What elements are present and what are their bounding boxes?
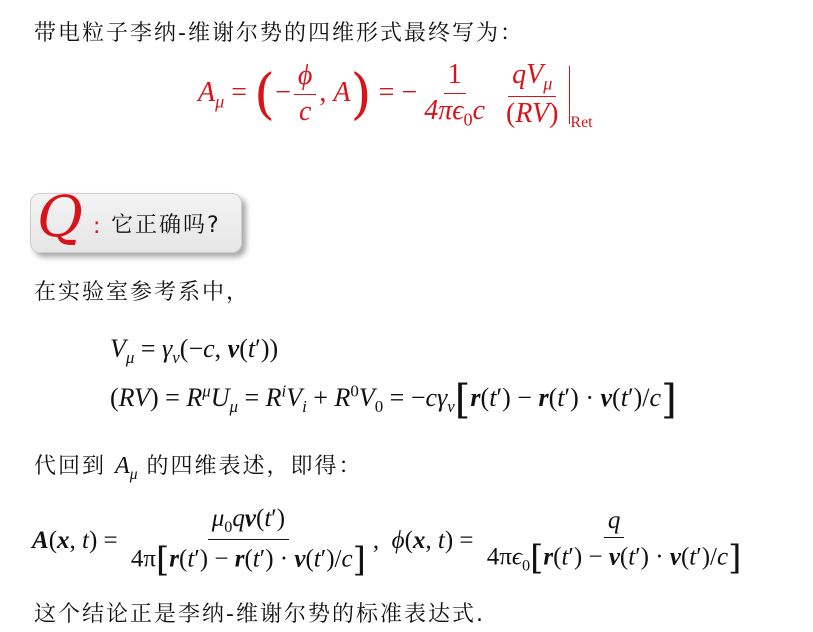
intro-text: 带电粒子李纳-维谢尔势的四维形式最终写为：: [34, 21, 524, 46]
question-box: [30, 185, 242, 253]
substitute-tail: 的四维表述，即得：: [146, 454, 363, 479]
question-colon: :: [93, 214, 101, 239]
question-text: 它正确吗?: [111, 213, 221, 238]
v-mu-equation: $V_\mu = \gamma_v(-c$, v(t′)): [110, 334, 279, 368]
a-mu-symbol: $A_\mu$: [115, 453, 138, 483]
substitute-lead: 代回到: [34, 454, 107, 479]
question-q-icon: Q: [37, 185, 83, 250]
frame-text: 在实验室参考系中，: [34, 280, 251, 305]
substitute-text: [34, 449, 363, 484]
final-equations: A(x, t) = $\frac{\mu_0qv(t')}{4\pi[r(t') - r(t') \cdot v(t')/c]}$ , ϕ(x, t) = $\frac{q}{4\pi\epsilon_0[r(t') - v(t') \cdot v(t')/c]}$: [32, 505, 742, 580]
rv-equation: $(RV) = R^\mu U_\mu = R^iV_i + R^0V_0 = -c\gamma_v[r(t') - r(t') \cdot v(t')/c]$: [110, 377, 677, 423]
conclusion-text: 这个结论正是李纳-维谢尔势的标准表达式.: [34, 602, 485, 627]
four-potential-equation: $A_\mu$ = (− $\frac{\phi}{c}$ , A) = − $\frac{1}{4\pi\epsilon_0c}$ $\frac{qV_\mu}{(RV)}$ $_{Ret}$: [198, 59, 593, 132]
